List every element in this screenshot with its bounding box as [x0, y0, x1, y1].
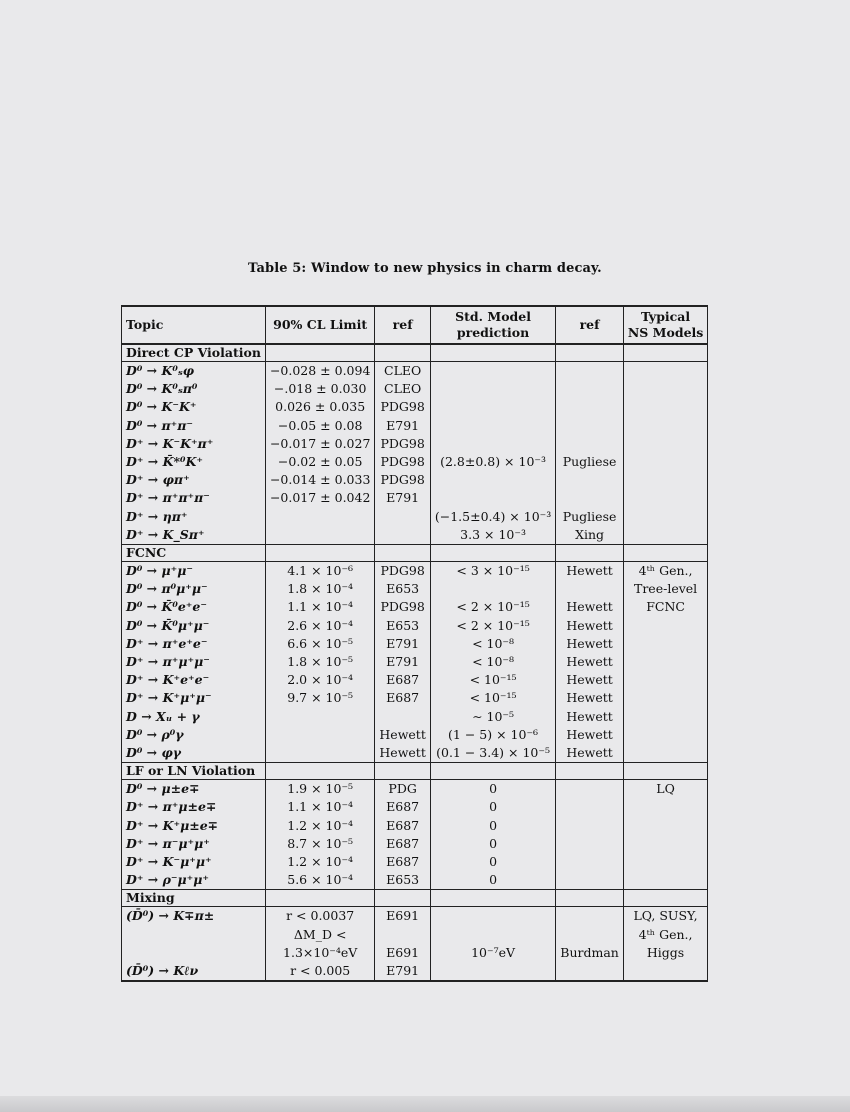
header-topic: Topic [122, 306, 266, 344]
section-empty-cell [623, 344, 707, 362]
cell-topic: D⁰ → μ⁺μ⁻ [122, 562, 266, 581]
cell-topic: D⁰ → π⁰μ⁺μ⁻ [122, 580, 266, 598]
cell-limit: 1.8 × 10⁻⁵ [265, 653, 374, 671]
physics-table [121, 305, 708, 982]
cell-ns [623, 798, 707, 816]
section-header-row [122, 344, 708, 362]
cell-ref2 [556, 362, 624, 381]
cell-sm [430, 580, 555, 598]
cell-ns [623, 835, 707, 853]
section-empty-cell [623, 890, 707, 907]
cell-ref2: Pugliese [556, 508, 624, 526]
cell-ns: 4ᵗʰ Gen., [623, 562, 707, 581]
cell-topic: D⁰ → K⁰ₛπ⁰ [122, 380, 266, 398]
table-caption: Table 5: Window to new physics in charm decay. [248, 261, 602, 276]
cell-ref2: Hewett [556, 744, 624, 763]
section-title-cp: Direct CP Violation [122, 344, 266, 362]
cell-sm: < 2 × 10⁻¹⁵ [430, 617, 555, 635]
cell-ref: PDG98 [375, 598, 430, 616]
section-title-mix: Mixing [122, 890, 266, 907]
cell-ref: E791 [375, 653, 430, 671]
section-empty-cell [556, 890, 624, 907]
cell-limit: r < 0.0037 [265, 907, 374, 926]
cell-ns [623, 526, 707, 545]
header-ns-line2: NS Models [627, 325, 704, 340]
section-header-row [122, 890, 708, 907]
cell-ref: Hewett [375, 744, 430, 763]
cell-topic: D⁺ → K⁻μ⁺μ⁺ [122, 853, 266, 871]
cell-sm [430, 489, 555, 507]
cell-ref: E687 [375, 817, 430, 835]
header-ref: ref [375, 306, 430, 344]
table-row [122, 871, 708, 890]
cell-ref [375, 526, 430, 545]
cell-ref: E691 [375, 944, 430, 962]
cell-ref2: Burdman [556, 944, 624, 962]
cell-ref: E653 [375, 871, 430, 890]
table-row [122, 380, 708, 398]
cell-ns [623, 471, 707, 489]
cell-ref2 [556, 417, 624, 435]
cell-ns [623, 708, 707, 726]
section-header-row [122, 763, 708, 780]
cell-limit: 1.9 × 10⁻⁵ [265, 780, 374, 799]
cell-limit: 1.2 × 10⁻⁴ [265, 817, 374, 835]
cell-ref: Hewett [375, 726, 430, 744]
cell-ref: E691 [375, 907, 430, 926]
table-row [122, 944, 708, 962]
cell-limit: ΔM_D < [265, 926, 374, 944]
table-row [122, 435, 708, 453]
cell-ref2 [556, 835, 624, 853]
section-empty-cell [430, 344, 555, 362]
cell-ref: E687 [375, 835, 430, 853]
cell-topic: D⁺ → ρ⁻μ⁺μ⁺ [122, 871, 266, 890]
cell-ns [623, 689, 707, 707]
cell-ns [623, 417, 707, 435]
cell-sm [430, 962, 555, 981]
cell-ref: PDG98 [375, 562, 430, 581]
cell-ns [623, 635, 707, 653]
cell-ref: E791 [375, 489, 430, 507]
cell-ref: PDG [375, 780, 430, 799]
cell-limit: 2.0 × 10⁻⁴ [265, 671, 374, 689]
cell-limit: −0.017 ± 0.042 [265, 489, 374, 507]
cell-topic: D⁺ → π⁺μ±e∓ [122, 798, 266, 816]
cell-sm: (1 − 5) × 10⁻⁶ [430, 726, 555, 744]
section-empty-cell [375, 545, 430, 562]
cell-topic: D⁰ → K̄⁰μ⁺μ⁻ [122, 617, 266, 635]
header-limit: 90% CL Limit [265, 306, 374, 344]
cell-sm: 3.3 × 10⁻³ [430, 526, 555, 545]
section-empty-cell [265, 763, 374, 780]
cell-topic: (D̄⁰) → K∓π± [122, 907, 266, 926]
cell-limit: −0.014 ± 0.033 [265, 471, 374, 489]
table-row [122, 562, 708, 581]
cell-sm: 0 [430, 817, 555, 835]
section-empty-cell [375, 344, 430, 362]
cell-ns [623, 435, 707, 453]
cell-limit [265, 508, 374, 526]
cell-limit [265, 744, 374, 763]
cell-sm: 0 [430, 798, 555, 816]
cell-ref: E653 [375, 617, 430, 635]
cell-ref2 [556, 817, 624, 835]
cell-ref2 [556, 780, 624, 799]
cell-ref: E687 [375, 798, 430, 816]
header-sm-prediction [430, 306, 555, 344]
cell-topic: D⁰ → π⁺π⁻ [122, 417, 266, 435]
cell-topic: D⁺ → π⁺π⁺π⁻ [122, 489, 266, 507]
cell-topic: D⁰ → K̄⁰e⁺e⁻ [122, 598, 266, 616]
section-empty-cell [623, 763, 707, 780]
cell-ns [623, 671, 707, 689]
table-row [122, 798, 708, 816]
cell-sm: < 10⁻¹⁵ [430, 671, 555, 689]
table-row [122, 417, 708, 435]
cell-ref [375, 708, 430, 726]
cell-ref2: Hewett [556, 617, 624, 635]
cell-limit [265, 708, 374, 726]
cell-ref2: Pugliese [556, 453, 624, 471]
table-row [122, 962, 708, 981]
cell-ref2 [556, 380, 624, 398]
cell-topic: D⁺ → K_Sπ⁺ [122, 526, 266, 545]
cell-ref2 [556, 435, 624, 453]
cell-ns [623, 962, 707, 981]
cell-topic: (D̄⁰) → Kℓν [122, 962, 266, 981]
section-empty-cell [556, 763, 624, 780]
cell-ns [623, 489, 707, 507]
section-empty-cell [430, 763, 555, 780]
cell-limit: 6.6 × 10⁻⁵ [265, 635, 374, 653]
cell-sm: 0 [430, 853, 555, 871]
cell-ns [623, 653, 707, 671]
cell-ref: PDG98 [375, 453, 430, 471]
cell-limit: 0.026 ± 0.035 [265, 398, 374, 416]
header-sm-line2: prediction [456, 325, 530, 340]
table-row [122, 471, 708, 489]
cell-ref2: Hewett [556, 635, 624, 653]
cell-ref2: Hewett [556, 689, 624, 707]
cell-ns: Higgs [623, 944, 707, 962]
table-row [122, 835, 708, 853]
table-row [122, 453, 708, 471]
cell-sm: (−1.5±0.4) × 10⁻³ [430, 508, 555, 526]
cell-topic: D⁰ → μ±e∓ [122, 780, 266, 799]
section-empty-cell [430, 545, 555, 562]
cell-sm [430, 398, 555, 416]
cell-limit: r < 0.005 [265, 962, 374, 981]
cell-ref: E687 [375, 853, 430, 871]
cell-ref: E791 [375, 635, 430, 653]
cell-limit: 1.8 × 10⁻⁴ [265, 580, 374, 598]
cell-sm: ∼ 10⁻⁵ [430, 708, 555, 726]
cell-topic [122, 926, 266, 944]
cell-topic: D → Xᵤ + γ [122, 708, 266, 726]
table-row [122, 726, 708, 744]
cell-ref2 [556, 853, 624, 871]
cell-topic: D⁺ → K̄*⁰K⁺ [122, 453, 266, 471]
cell-sm [430, 417, 555, 435]
cell-sm: < 10⁻⁸ [430, 653, 555, 671]
cell-ref2: Hewett [556, 726, 624, 744]
header-ref2: ref [556, 306, 624, 344]
cell-limit: 2.6 × 10⁻⁴ [265, 617, 374, 635]
table-row [122, 362, 708, 381]
section-empty-cell [265, 890, 374, 907]
cell-limit: 4.1 × 10⁻⁶ [265, 562, 374, 581]
page-bottom-edge [0, 1096, 850, 1112]
cell-ns: LQ, SUSY, [623, 907, 707, 926]
cell-topic: D⁺ → φπ⁺ [122, 471, 266, 489]
table-row [122, 744, 708, 763]
cell-ref: E687 [375, 689, 430, 707]
cell-limit: 1.3×10⁻⁴eV [265, 944, 374, 962]
cell-topic: D⁺ → π⁺μ⁺μ⁻ [122, 653, 266, 671]
cell-ref2 [556, 798, 624, 816]
cell-ns [623, 508, 707, 526]
cell-ns: FCNC [623, 598, 707, 616]
cell-limit: 9.7 × 10⁻⁵ [265, 689, 374, 707]
cell-topic: D⁰ → φγ [122, 744, 266, 763]
cell-sm: < 3 × 10⁻¹⁵ [430, 562, 555, 581]
header-row [122, 306, 708, 344]
cell-limit: −.018 ± 0.030 [265, 380, 374, 398]
cell-ns: 4ᵗʰ Gen., [623, 926, 707, 944]
table-row [122, 653, 708, 671]
table-row [122, 671, 708, 689]
cell-ref [375, 926, 430, 944]
cell-ref2 [556, 580, 624, 598]
section-empty-cell [375, 763, 430, 780]
cell-ref2: Hewett [556, 671, 624, 689]
cell-ref [375, 508, 430, 526]
cell-sm: 0 [430, 871, 555, 890]
cell-ref2 [556, 907, 624, 926]
section-empty-cell [265, 545, 374, 562]
section-empty-cell [556, 344, 624, 362]
cell-sm: (0.1 − 3.4) × 10⁻⁵ [430, 744, 555, 763]
cell-sm: 10⁻⁷eV [430, 944, 555, 962]
cell-ref2 [556, 471, 624, 489]
cell-sm: < 2 × 10⁻¹⁵ [430, 598, 555, 616]
cell-limit: 8.7 × 10⁻⁵ [265, 835, 374, 853]
table-row [122, 526, 708, 545]
cell-sm [430, 380, 555, 398]
table-row [122, 853, 708, 871]
cell-ns [623, 726, 707, 744]
section-empty-cell [556, 545, 624, 562]
cell-sm [430, 471, 555, 489]
cell-ref: E791 [375, 962, 430, 981]
cell-sm [430, 907, 555, 926]
cell-sm: < 10⁻¹⁵ [430, 689, 555, 707]
cell-topic: D⁰ → K⁻K⁺ [122, 398, 266, 416]
cell-ns [623, 853, 707, 871]
cell-sm: 0 [430, 835, 555, 853]
table-row [122, 398, 708, 416]
header-ns-models [623, 306, 707, 344]
cell-ref: E791 [375, 417, 430, 435]
cell-topic: D⁺ → K⁺e⁺e⁻ [122, 671, 266, 689]
cell-ns: Tree-level [623, 580, 707, 598]
section-empty-cell [623, 545, 707, 562]
cell-ref2 [556, 926, 624, 944]
table-row [122, 617, 708, 635]
cell-ns [623, 617, 707, 635]
cell-ref2: Hewett [556, 653, 624, 671]
cell-limit: −0.05 ± 0.08 [265, 417, 374, 435]
cell-limit: 1.2 × 10⁻⁴ [265, 853, 374, 871]
header-sm-line1: Std. Model [455, 309, 531, 324]
cell-sm [430, 435, 555, 453]
cell-topic: D⁺ → π⁻μ⁺μ⁺ [122, 835, 266, 853]
cell-ref2: Hewett [556, 598, 624, 616]
cell-sm: < 10⁻⁸ [430, 635, 555, 653]
section-empty-cell [375, 890, 430, 907]
cell-ref: E687 [375, 671, 430, 689]
cell-sm: 0 [430, 780, 555, 799]
cell-ref: CLEO [375, 380, 430, 398]
cell-ns [623, 744, 707, 763]
cell-ref: PDG98 [375, 471, 430, 489]
cell-sm: (2.8±0.8) × 10⁻³ [430, 453, 555, 471]
table-row [122, 708, 708, 726]
cell-limit: −0.017 ± 0.027 [265, 435, 374, 453]
cell-topic: D⁺ → K⁻K⁺π⁺ [122, 435, 266, 453]
cell-ref2 [556, 871, 624, 890]
cell-ref: PDG98 [375, 435, 430, 453]
cell-sm [430, 926, 555, 944]
table-row [122, 689, 708, 707]
cell-limit [265, 526, 374, 545]
cell-topic [122, 944, 266, 962]
cell-limit [265, 726, 374, 744]
cell-ref: PDG98 [375, 398, 430, 416]
cell-ref2: Hewett [556, 562, 624, 581]
cell-ref2 [556, 489, 624, 507]
cell-ref2: Xing [556, 526, 624, 545]
cell-sm [430, 362, 555, 381]
cell-topic: D⁰ → K⁰ₛφ [122, 362, 266, 381]
table-row [122, 508, 708, 526]
table-row [122, 598, 708, 616]
cell-ref2 [556, 398, 624, 416]
header-ns-line1: Typical [641, 309, 691, 324]
cell-limit: 5.6 × 10⁻⁴ [265, 871, 374, 890]
cell-ns [623, 453, 707, 471]
cell-ns [623, 817, 707, 835]
cell-limit: −0.02 ± 0.05 [265, 453, 374, 471]
table-row [122, 817, 708, 835]
cell-ns: LQ [623, 780, 707, 799]
cell-topic: D⁰ → ρ⁰γ [122, 726, 266, 744]
cell-ns [623, 398, 707, 416]
cell-ns [623, 871, 707, 890]
cell-topic: D⁺ → π⁺e⁺e⁻ [122, 635, 266, 653]
table-row [122, 580, 708, 598]
cell-ref: E653 [375, 580, 430, 598]
table-row [122, 489, 708, 507]
table-row [122, 926, 708, 944]
section-empty-cell [265, 344, 374, 362]
cell-topic: D⁺ → K⁺μ⁺μ⁻ [122, 689, 266, 707]
section-header-row [122, 545, 708, 562]
cell-limit: 1.1 × 10⁻⁴ [265, 598, 374, 616]
table-row [122, 635, 708, 653]
cell-ns [623, 380, 707, 398]
cell-ref2: Hewett [556, 708, 624, 726]
cell-topic: D⁺ → ηπ⁺ [122, 508, 266, 526]
cell-limit: −0.028 ± 0.094 [265, 362, 374, 381]
cell-ns [623, 362, 707, 381]
section-empty-cell [430, 890, 555, 907]
cell-limit: 1.1 × 10⁻⁴ [265, 798, 374, 816]
section-title-lf: LF or LN Violation [122, 763, 266, 780]
cell-ref2 [556, 962, 624, 981]
table-row [122, 780, 708, 799]
table-row [122, 907, 708, 926]
cell-ref: CLEO [375, 362, 430, 381]
cell-topic: D⁺ → K⁺μ±e∓ [122, 817, 266, 835]
section-title-fcnc: FCNC [122, 545, 266, 562]
